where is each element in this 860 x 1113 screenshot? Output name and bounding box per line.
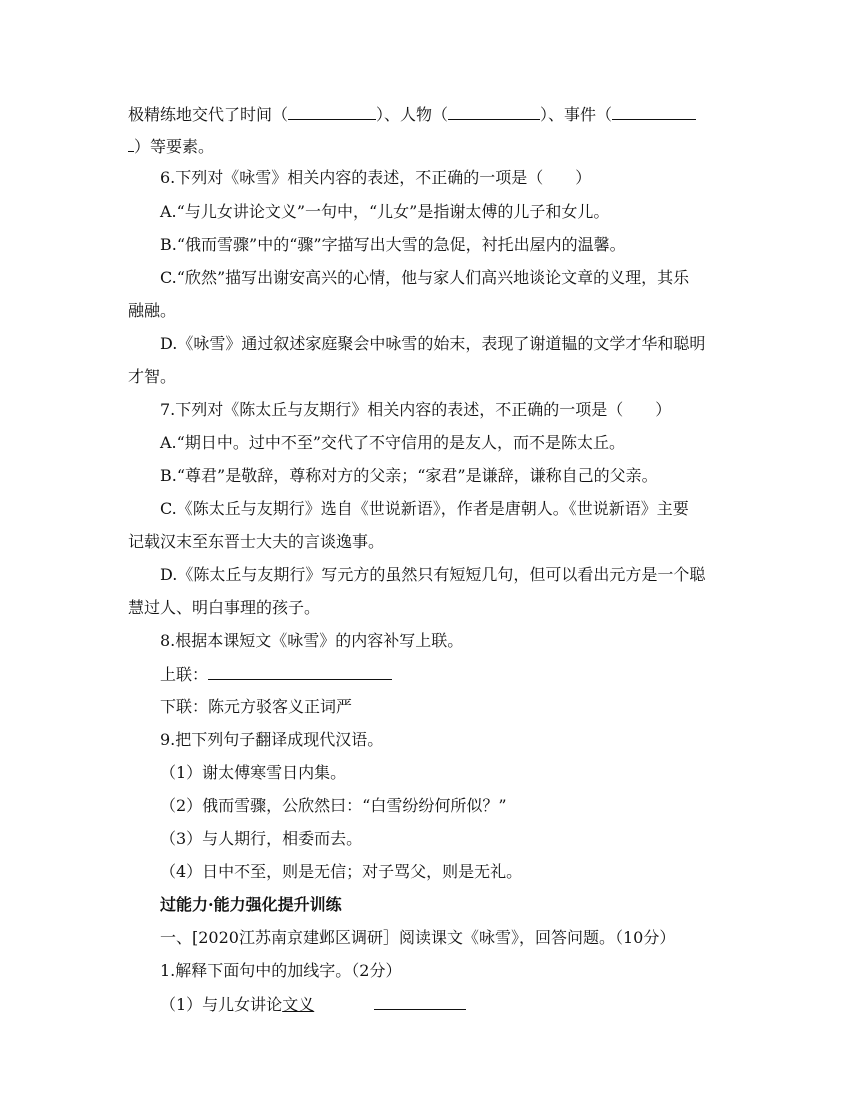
- text-fragment: （1）与儿女讲论: [160, 995, 283, 1014]
- exercise-1: 一、[2020江苏南京建邺区调研］阅读课文《咏雪》，回答问题。（10分）: [160, 928, 676, 947]
- text-fragment: ）、人物（: [376, 105, 449, 124]
- question-6: 6.下列对《咏雪》相关内容的表述，不正确的一项是（ ）: [160, 168, 592, 187]
- sentence-9-4: （4）日中不至，则是无信；对子骂父，则是无礼。: [160, 862, 523, 881]
- option-7a: A.“期日中。过中不至”交代了不守信用的是友人，而不是陈太丘。: [160, 433, 626, 452]
- option-7c-cont: 记载汉末至东晋士大夫的言谈逸事。: [128, 532, 385, 551]
- text-fragment: ）等要素。: [134, 137, 215, 156]
- answer-blank-person[interactable]: [448, 103, 540, 120]
- option-7c: C.《陈太丘与友期行》选自《世说新语》，作者是唐朝人。《世说新语》主要: [160, 499, 689, 518]
- exercise-1-1: 1.解释下面句中的加线字。（2分）: [160, 961, 402, 980]
- option-7d-cont: 慧过人、明白事理的孩子。: [128, 598, 321, 617]
- answer-blank-couplet[interactable]: [208, 663, 392, 680]
- sentence-9-1: （1）谢太傅寒雪日内集。: [160, 763, 347, 782]
- option-6b: B.“俄而雪骤”中的“骤”字描写出大雪的急促，衬托出屋内的温馨。: [160, 235, 626, 254]
- sentence-9-3: （3）与人期行，相委而去。: [160, 829, 363, 848]
- underlined-word: 文义: [282, 995, 315, 1014]
- answer-blank-event[interactable]: [612, 103, 696, 120]
- option-7b: B.“尊君”是敬辞，尊称对方的父亲；“家君”是谦辞，谦称自己的父亲。: [160, 466, 658, 485]
- option-6c: C.“欣然”描写出谢安高兴的心情，他与家人们高兴地谈论文章的义理，其乐: [160, 268, 690, 287]
- question-7: 7.下列对《陈太丘与友期行》相关内容的表述，不正确的一项是（ ）: [160, 400, 672, 419]
- couplet-lower: 下联：陈元方驳客义正词严: [160, 697, 353, 716]
- question-9: 9.把下列句子翻译成现代汉语。: [160, 730, 384, 749]
- option-6d-cont: 才智。: [128, 367, 177, 386]
- answer-blank-definition[interactable]: [374, 993, 466, 1010]
- text-line: [128, 135, 214, 158]
- option-6d: D.《咏雪》通过叙述家庭聚会中咏雪的始末，表现了谢道韫的文学才华和聪明: [160, 334, 706, 353]
- couplet-upper: [160, 663, 392, 686]
- exercise-1-1a: [160, 993, 466, 1016]
- text-fragment: 上联：: [160, 665, 209, 684]
- question-8: 8.根据本课短文《咏雪》的内容补写上联。: [160, 631, 464, 650]
- answer-blank-time[interactable]: [288, 103, 376, 120]
- text-fragment: 极精练地交代了时间（: [128, 105, 289, 124]
- option-7d: D.《陈太丘与友期行》写元方的虽然只有短短几句，但可以看出元方是一个聪: [160, 565, 706, 584]
- sentence-9-2: （2）俄而雪骤，公欣然曰：“白雪纷纷何所似？”: [160, 796, 507, 815]
- option-6a: A.“与儿女讲论文义”一句中，“儿女”是指谢太傅的儿子和女儿。: [160, 202, 610, 221]
- section-heading: 过能力·能力强化提升训练: [160, 895, 342, 914]
- text-fragment: ）、事件（: [540, 105, 613, 124]
- text-line: [128, 103, 696, 126]
- option-6c-cont: 融融。: [128, 301, 177, 320]
